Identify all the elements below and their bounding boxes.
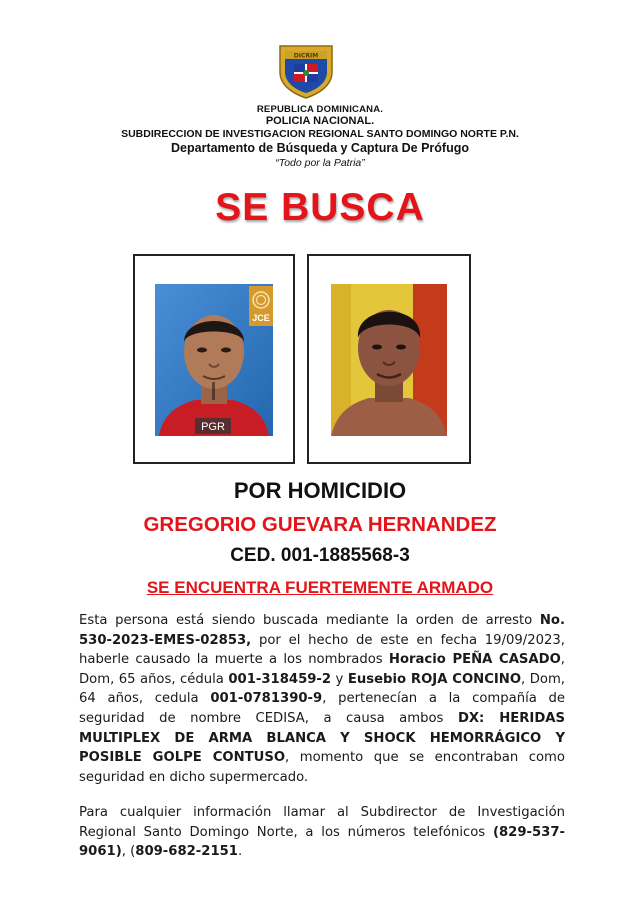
text-run: , pertenecían a la compañía de seguridad de nombre CEDISA, a causa ambos [79,691,566,726]
header-agency: POLICIA NACIONAL. [265,115,375,127]
phone-number-2: 809-682-2151 [135,844,238,860]
police-crest-icon [276,42,336,100]
header-subdirection: SUBDIRECCION DE INVESTIGACION REGIONAL SANTO DOMINGO NORTE P.N. [121,128,519,140]
cause-of-death: DX: HERIDAS MULTIPLEX DE ARMA BLANCA Y SHOCK HEMORRÁGICO Y POSIBLE GOLPE CONTUSO [79,710,565,766]
suspect-id-photo [155,284,273,436]
text-run: , momento que se encontraban como seguridad en dicho supermercado. [79,750,565,785]
victim1-name: Horacio PEÑA CASADO [388,652,561,668]
text-run: , Dom, 65 años, cédula [79,652,565,687]
text-run: , Dom, 64 años, cedula [79,671,565,707]
text-run: y [331,671,348,687]
poster-title: SE BUSCA [215,186,425,229]
text-run: Para cualquier información llamar al Subdirector de Investigación Regional Santo Domingo Norte, a los números telefónicos [79,805,565,840]
victim2-cedula: 001-0781390-9 [210,691,323,707]
header-department: Departamento de Búsqueda y Captura De Prófugo [171,141,469,155]
header-country: REPUBLICA DOMINICANA. [256,104,384,115]
text-run: . [237,844,243,860]
armed-warning: SE ENCUENTRA FUERTEMENTE ARMADO [146,578,494,597]
suspect-selfie-photo [331,284,447,436]
jce-badge: JCE [252,313,270,323]
victim2-name: Eusebio ROJA CONCINO [347,671,522,687]
case-description [79,611,565,787]
suspect-name: GREGORIO GUEVARA HERNANDEZ [143,513,497,536]
header-motto: “Todo por la Patria” [275,157,365,169]
victim1-cedula: 001-318459-2 [228,671,332,687]
phone-number-1: (829-537-9061) [79,824,565,860]
contact-info [79,803,565,862]
svg-text:DICRIM: DICRIM [293,52,319,60]
text-run: , ( [121,844,136,860]
photo-frame-left [133,254,295,464]
suspect-cedula: CED. 001-1885568-3 [230,545,410,566]
photo-frame-right [307,254,471,464]
text-run: Esta persona está siendo buscada mediante la orden de arresto [79,613,540,628]
arrest-order-number: No. 530-2023-EMES-02853, [79,613,565,648]
text-run: por el hecho de este en fecha 19/09/2023, haberle causado la muerte a los nombrados [79,632,565,668]
crime-heading: POR HOMICIDIO [233,478,407,503]
pgr-label: PGR [201,421,225,433]
